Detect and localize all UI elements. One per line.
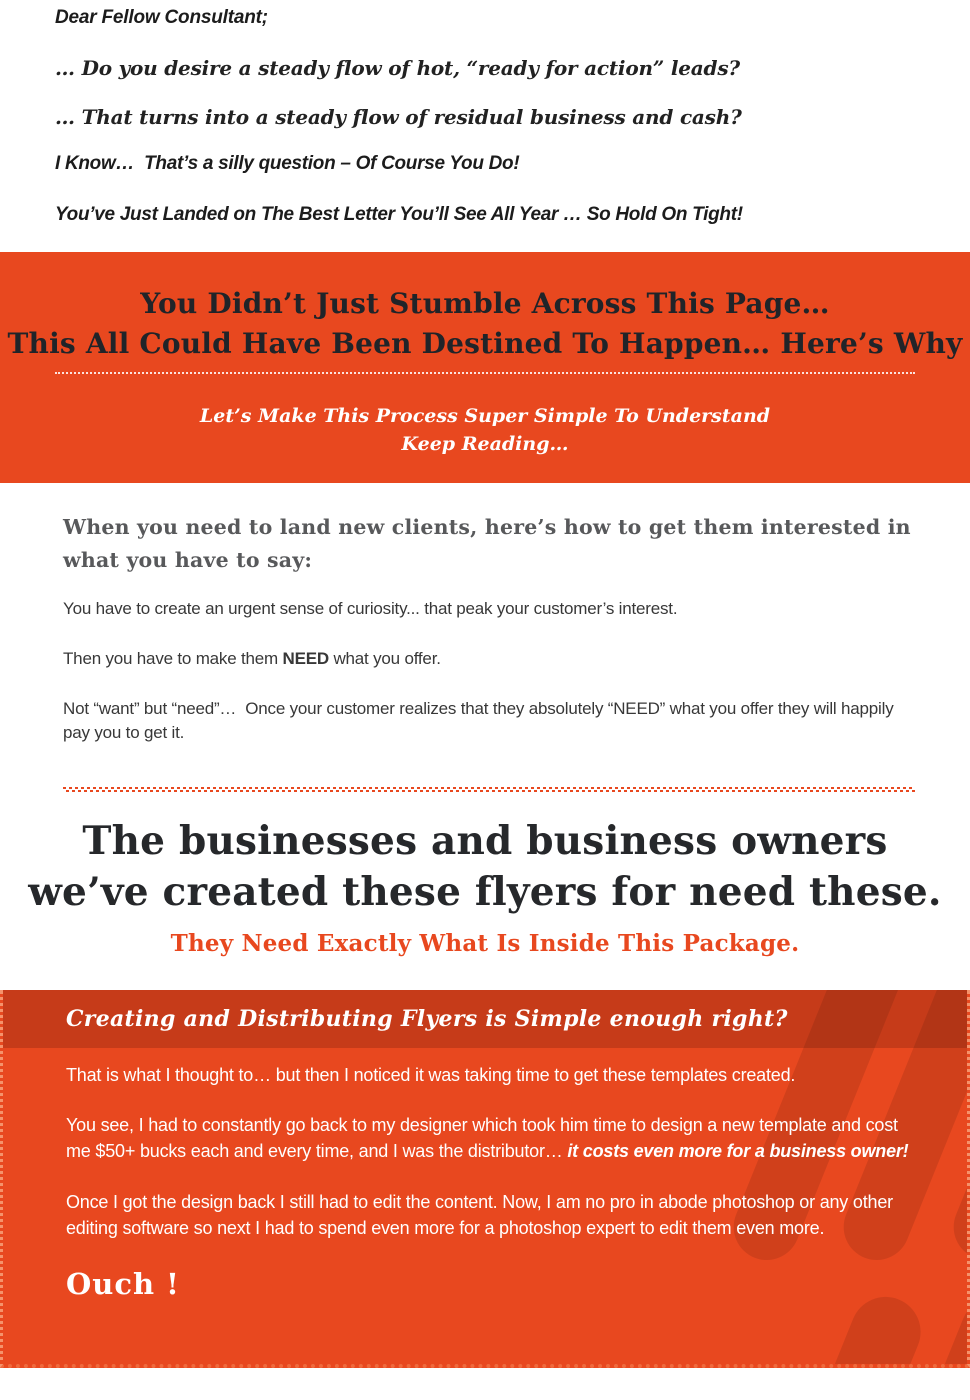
hook-line-2: … That turns into a steady flow of residual business and cash? bbox=[55, 105, 742, 129]
clients-section bbox=[0, 483, 970, 990]
story-paragraph-2-bold: it costs even more for a business owner! bbox=[567, 1141, 909, 1161]
story-section bbox=[0, 990, 970, 1368]
need-paragraph-prefix: Then you have to make them bbox=[63, 649, 283, 668]
destiny-banner bbox=[0, 252, 970, 483]
ouch-text: Ouch ! bbox=[66, 1267, 180, 1301]
need-paragraph bbox=[63, 647, 915, 671]
story-header-text: Creating and Distributing Flyers is Simple enough right? bbox=[66, 1006, 788, 1032]
story-paragraph-3: Once I got the design back I still had to edit the content. Now, I am no pro in abode photoshop or any other editing software so next I had to spend even more for a photoshop expert to edit them even more. bbox=[66, 1192, 893, 1238]
need-heading bbox=[0, 816, 970, 918]
hook-line-1: … Do you desire a steady flow of hot, “ready for action” leads? bbox=[55, 56, 740, 80]
story-header-band bbox=[3, 990, 967, 1048]
silly-question-line: I Know… That’s a silly question – Of Course You Do! bbox=[55, 153, 520, 174]
package-subheading: They Need Exactly What Is Inside This Package. bbox=[170, 930, 800, 957]
banner-subtitle-line-2: Keep Reading… bbox=[401, 433, 569, 455]
banner-dotted-separator bbox=[55, 372, 915, 374]
story-paragraph-1: That is what I thought to… but then I noticed it was taking time to get these templates created. bbox=[66, 1065, 796, 1085]
want-need-paragraph: Not “want” but “need”… Once your customer realizes that they absolutely “NEED” what you offer they will happily pay you to get it. bbox=[63, 699, 894, 742]
curiosity-paragraph: You have to create an urgent sense of curiosity... that peak your customer’s interest. bbox=[63, 599, 678, 618]
salutation-line: Dear Fellow Consultant; bbox=[55, 7, 268, 28]
story-paragraph-2 bbox=[66, 1112, 915, 1164]
story-paragraph-2-normal: You see, I had to constantly go back to my designer which took him time to design a new template and cost me $50+ bucks each and every time, and I was the distributor… bbox=[66, 1115, 898, 1161]
intro-section bbox=[0, 0, 970, 252]
banner-subtitle-line-1: Let’s Make This Process Super Simple To Understand bbox=[199, 405, 771, 427]
need-bold-text: NEED bbox=[282, 649, 329, 668]
best-letter-line: You’ve Just Landed on The Best Letter You’ll See All Year … So Hold On Tight! bbox=[55, 204, 743, 225]
need-paragraph-suffix: what you offer. bbox=[328, 649, 441, 668]
clients-heading: When you need to land new clients, here’s how to get them interested in what you have to say: bbox=[63, 515, 911, 572]
banner-title-line-2: This All Could Have Been Destined To Happen… Here’s Why bbox=[7, 327, 963, 360]
need-heading-line-1: The businesses and business owners bbox=[82, 818, 888, 864]
orange-dashed-separator bbox=[63, 787, 915, 792]
need-heading-line-2: we’ve created these flyers for need these. bbox=[28, 869, 942, 915]
banner-title-line-1: You Didn’t Just Stumble Across This Page… bbox=[140, 287, 830, 320]
